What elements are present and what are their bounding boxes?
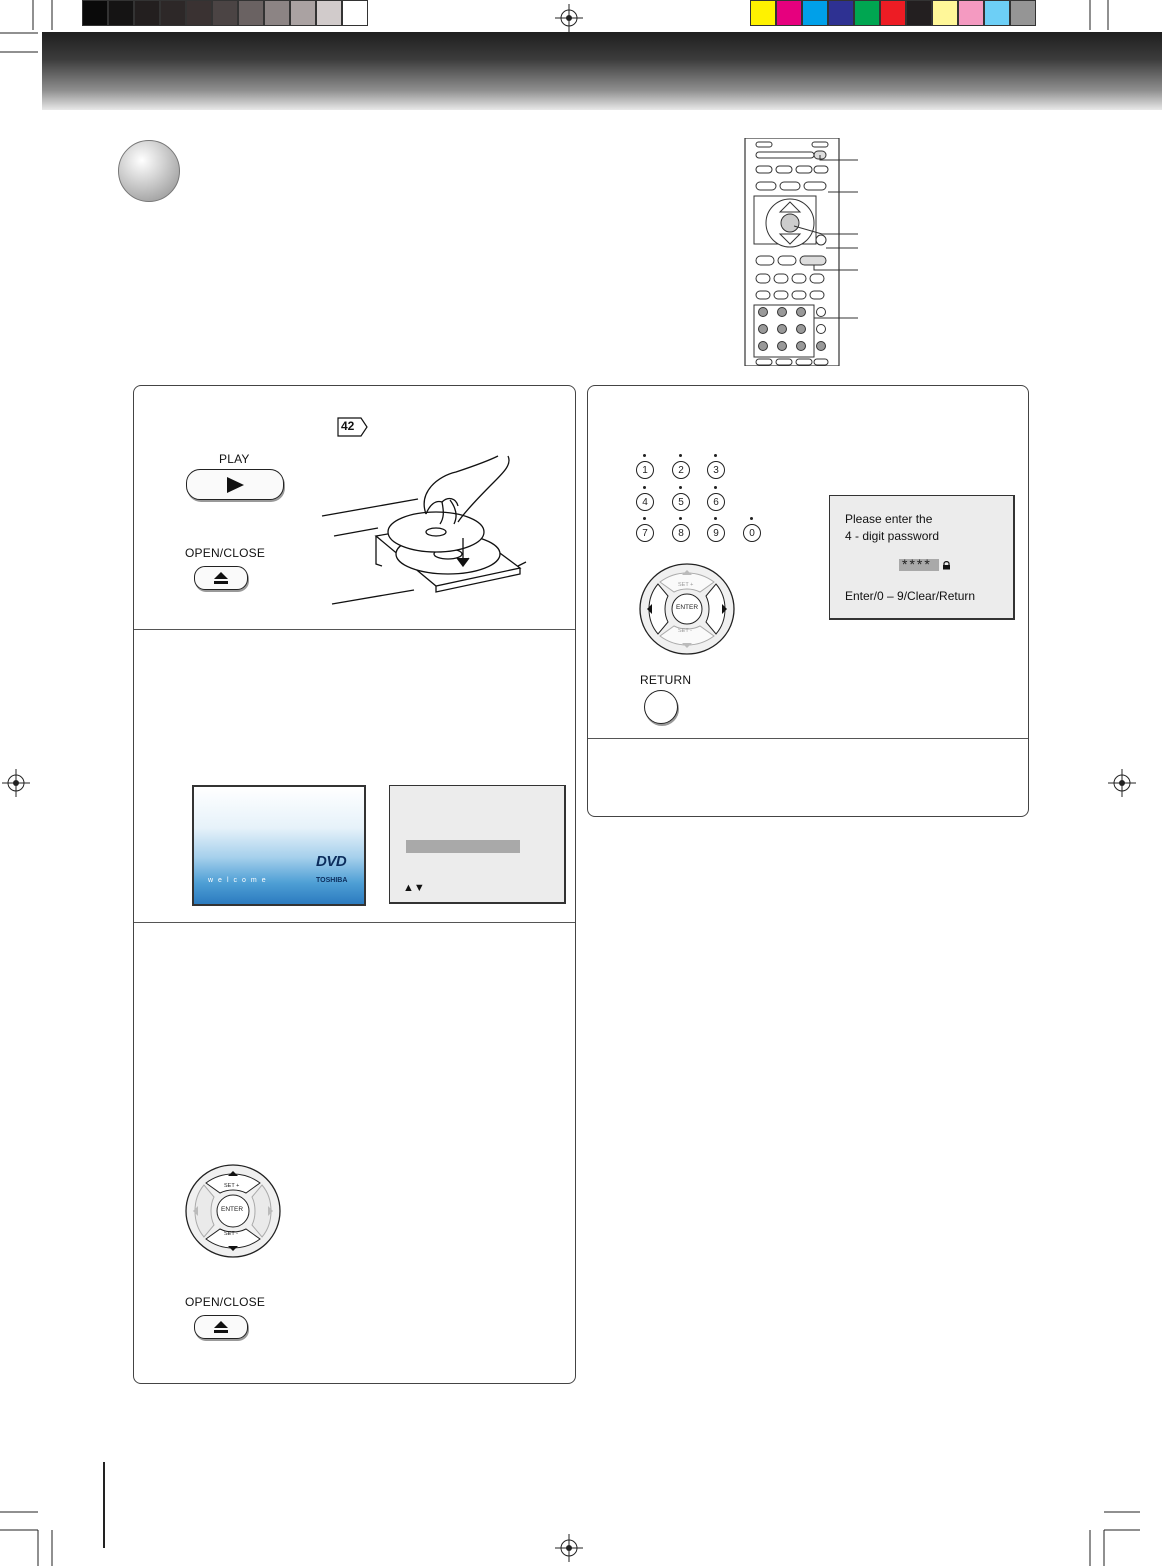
eject-icon [211,571,231,585]
disc-tray-illustration [318,452,530,610]
color-swatch [212,0,238,26]
play-button[interactable] [186,469,284,500]
color-swatch [108,0,134,26]
key-dot [714,517,717,520]
osd-prompt-line2: 4 - digit password [845,529,940,543]
color-swatch [238,0,264,26]
dpad-enter-label: ENTER [221,1206,244,1213]
color-swatch [828,0,854,26]
color-swatch [160,0,186,26]
color-swatch [750,0,776,26]
key-dot [714,454,717,457]
menu-highlight-bar [406,840,520,853]
open-close-button[interactable] [194,566,248,590]
number-key-2[interactable]: 2 [672,461,690,479]
color-swatch [316,0,342,26]
osd-prompt-line1: Please enter the [845,512,933,526]
toshiba-logo: TOSHIBA [316,877,348,884]
color-swatch [906,0,932,26]
number-key-8[interactable]: 8 [672,524,690,542]
step-divider [588,738,1028,739]
key-dot [750,517,753,520]
key-dot [679,517,682,520]
color-swatch [82,0,108,26]
welcome-text: welcome [208,877,271,884]
number-key-0[interactable]: 0 [743,524,761,542]
number-key-7[interactable]: 7 [636,524,654,542]
open-close-label: OPEN/CLOSE [185,546,266,560]
direction-pad[interactable] [184,1163,282,1259]
color-calibration-bar [750,0,1036,26]
gray-calibration-bar [82,0,368,26]
number-key-1[interactable]: 1 [636,461,654,479]
number-key-4[interactable]: 4 [636,493,654,511]
color-swatch [134,0,160,26]
open-close-label-2: OPEN/CLOSE [185,1295,266,1309]
dpad-set-minus-label: SET - [678,628,692,634]
return-label: RETURN [640,673,692,687]
color-swatch [984,0,1010,26]
header-band [42,32,1165,110]
color-swatch [776,0,802,26]
page-margin-rule [103,1462,105,1548]
password-mask: **** [902,556,932,572]
page-reference-number: 42 [341,419,355,433]
open-close-button-2[interactable] [194,1315,248,1339]
number-key-3[interactable]: 3 [707,461,725,479]
number-key-6[interactable]: 6 [707,493,725,511]
remote-control-illustration [742,138,862,366]
key-dot [643,517,646,520]
lock-icon [942,560,951,570]
color-swatch [958,0,984,26]
dpad-set-plus-label: SET + [224,1183,240,1189]
step-divider [134,922,575,923]
color-swatch [932,0,958,26]
return-button[interactable] [644,690,678,724]
play-icon [224,476,246,494]
number-key-5[interactable]: 5 [672,493,690,511]
osd-footer-hint: Enter/0 – 9/Clear/Return [845,589,976,603]
direction-pad-2[interactable] [638,562,736,656]
color-swatch [802,0,828,26]
number-key-9[interactable]: 9 [707,524,725,542]
step-divider [134,629,575,630]
section-bullet-icon [118,140,180,202]
color-swatch [186,0,212,26]
color-swatch [854,0,880,26]
dvd-welcome-screen [192,785,366,906]
key-dot [714,486,717,489]
color-swatch [880,0,906,26]
color-swatch [264,0,290,26]
color-swatch [290,0,316,26]
play-label: PLAY [219,452,250,466]
key-dot [679,486,682,489]
dvd-logo: DVD [316,853,347,870]
password-osd-screen [829,495,1015,620]
menu-osd-screen [389,785,566,904]
dpad-enter-label: ENTER [676,604,699,611]
dpad-set-minus-label: SET - [224,1231,238,1237]
key-dot [643,454,646,457]
key-dot [679,454,682,457]
color-swatch [1010,0,1036,26]
key-dot [643,486,646,489]
eject-icon [211,1320,231,1334]
dpad-set-plus-label: SET + [678,582,694,588]
color-swatch [342,0,368,26]
menu-nav-hint: ▲▼ [403,882,425,894]
